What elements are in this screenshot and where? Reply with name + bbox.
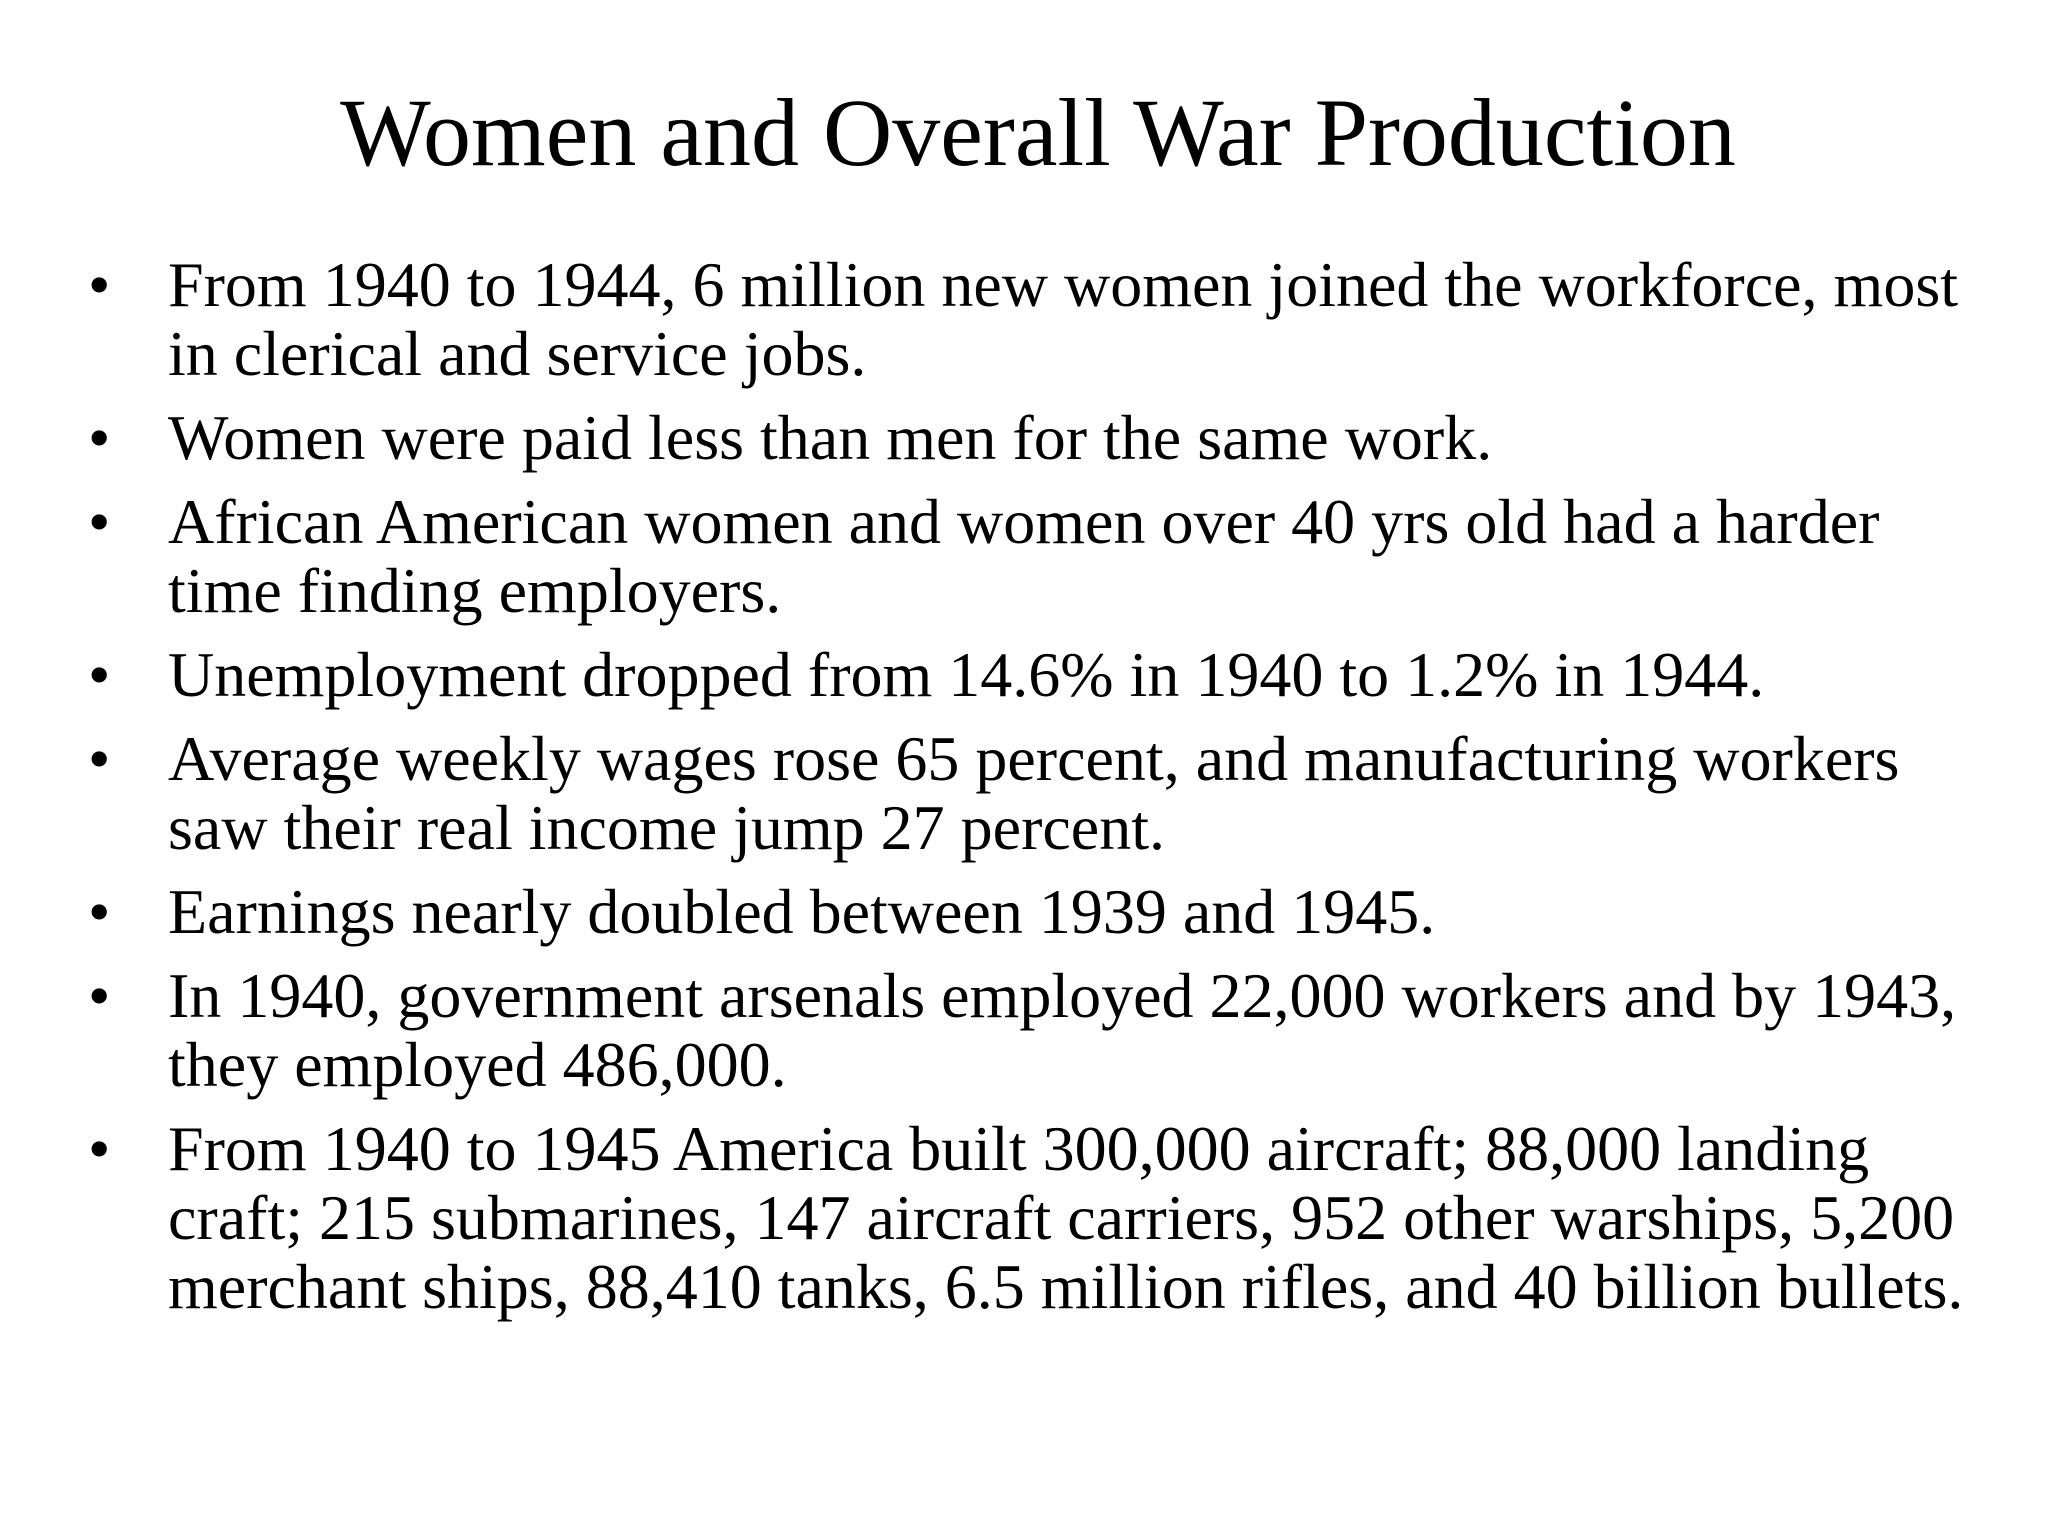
bullet-text: Unemployment dropped from 14.6% in 1940 to 1.2% in 1944. (168, 639, 1765, 710)
bullet-item (88, 1114, 1998, 1321)
bullet-item (88, 724, 1998, 862)
bullet-text: Women were paid less than men for the same work. (168, 402, 1493, 473)
bullet-dot-icon: • (88, 639, 111, 710)
bullet-item (88, 877, 1998, 946)
bullet-text: From 1940 to 1944, 6 million new women joined the workforce, most in clerical and service jobs. (168, 249, 1958, 389)
bullet-list (88, 250, 1998, 1336)
bullet-text: Earnings nearly doubled between 1939 and 1945. (168, 876, 1436, 947)
bullet-dot-icon: • (88, 1113, 111, 1184)
bullet-text: Average weekly wages rose 65 percent, and manufacturing workers saw their real income jump 27 percent. (168, 723, 1900, 863)
bullet-text: From 1940 to 1945 America built 300,000 aircraft; 88,000 landing craft; 215 submarines, 147 aircraft carriers, 952 other warships, 5,200 merchant ships, 88,410 tanks, 6.5 million rifles, and 40 billion bullets. (168, 1113, 1964, 1322)
bullet-item (88, 487, 1998, 625)
bullet-item (88, 640, 1998, 709)
slide-title: Women and Overall War Production (340, 79, 1736, 186)
bullet-item (88, 250, 1998, 388)
bullet-dot-icon: • (88, 723, 111, 794)
bullet-dot-icon: • (88, 876, 111, 947)
bullet-item (88, 403, 1998, 472)
bullet-dot-icon: • (88, 960, 111, 1031)
bullet-dot-icon: • (88, 249, 111, 320)
bullet-dot-icon: • (88, 486, 111, 557)
bullet-item (88, 961, 1998, 1099)
bullet-text: African American women and women over 40 yrs old had a harder time finding employers. (168, 486, 1880, 626)
bullet-dot-icon: • (88, 402, 111, 473)
bullet-text: In 1940, government arsenals employed 22,000 workers and by 1943, they employed 486,000. (168, 960, 1957, 1100)
